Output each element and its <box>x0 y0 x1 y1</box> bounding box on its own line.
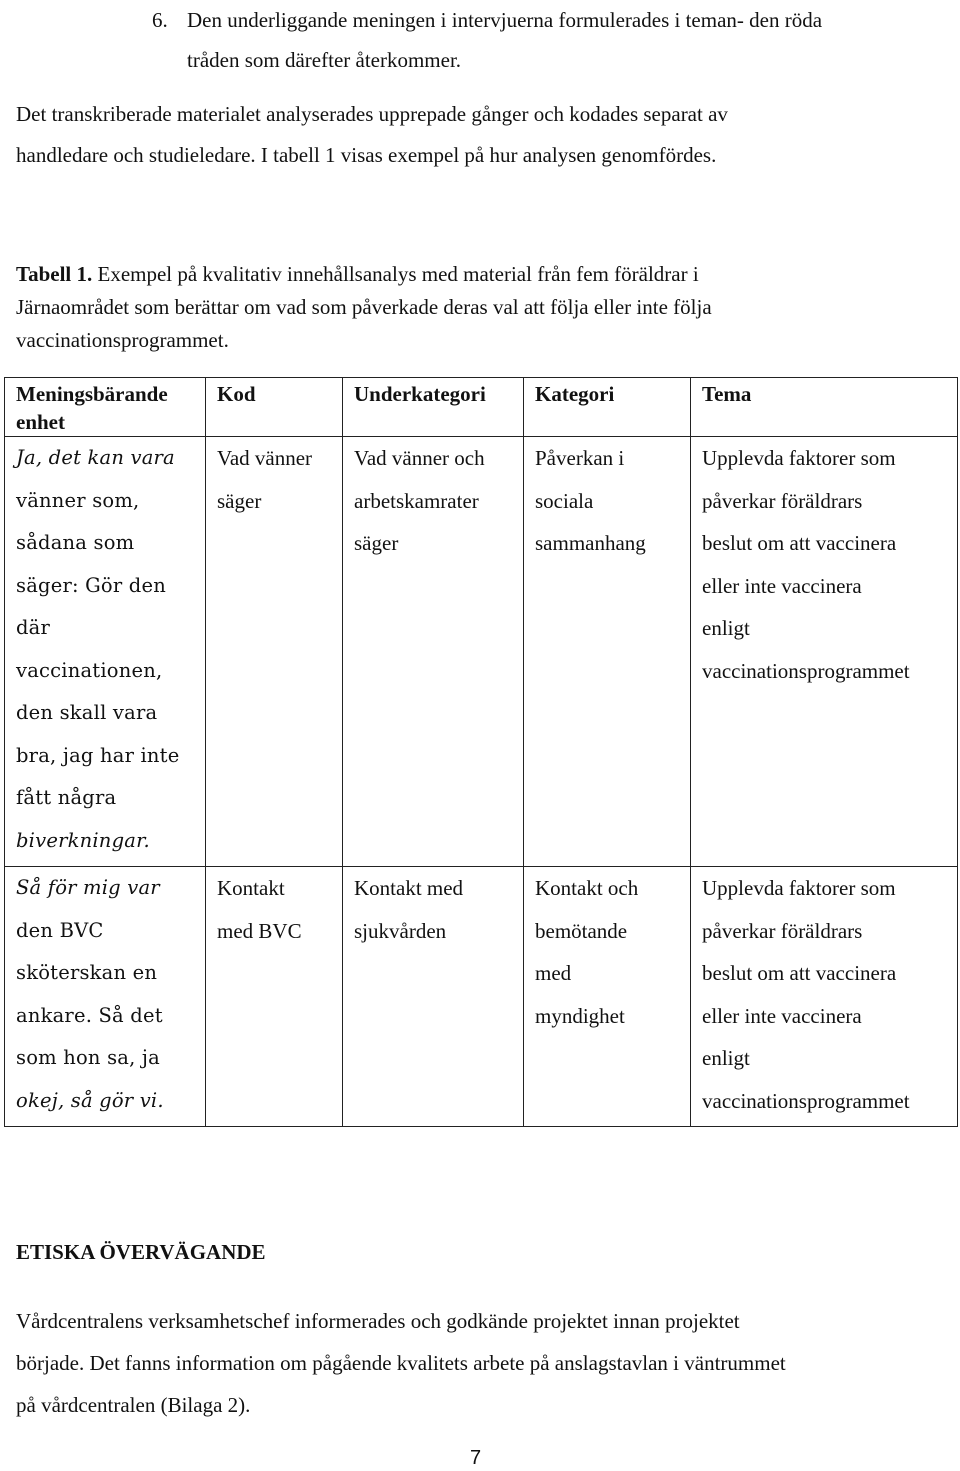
quote-line: biverkningar. <box>16 828 150 852</box>
subcategory-line: arbetskamrater <box>354 488 479 513</box>
code-line: säger <box>217 488 262 513</box>
list-item-text <box>187 0 947 80</box>
theme-cell <box>691 437 958 867</box>
category-line: bemötande <box>535 918 628 943</box>
quote-line: som hon sa, ja <box>16 1046 160 1069</box>
quote-line: den skall vara <box>16 701 158 724</box>
caption-line: vaccinationsprogrammet. <box>16 328 229 352</box>
quote-line: Så för mig var <box>16 876 160 899</box>
theme-cell <box>691 867 958 1127</box>
header-theme: Tema <box>691 378 958 437</box>
header-subcategory: Underkategori <box>343 378 524 437</box>
quote-line: bra, jag har inte <box>16 743 180 767</box>
code-cell <box>206 437 343 867</box>
subcategory-line: Vad vänner och <box>354 446 485 470</box>
text-line: handledare och studieledare. I tabell 1 visas exempel på hur analysen genomfördes. <box>16 143 717 167</box>
table-caption <box>16 258 946 357</box>
analysis-table <box>4 377 958 1127</box>
section-heading: ETISKA ÖVERVÄGANDE <box>16 1240 266 1264</box>
category-line: sammanhang <box>535 531 646 555</box>
table-row <box>5 437 958 867</box>
theme-line: vaccinationsprogrammet <box>702 1088 910 1113</box>
theme-line: påverkar föräldrars <box>702 918 863 943</box>
text-line: Det transkriberade materialet analyserades upprepade gånger och kodades separat av <box>16 102 728 126</box>
quote-line: Ja, det kan vara <box>16 446 175 469</box>
header-category: Kategori <box>524 378 691 437</box>
quote-line: säger: Gör den <box>16 573 166 597</box>
table-row <box>5 867 958 1127</box>
quote-line: sköterskan en <box>16 961 158 984</box>
meaning-unit-cell <box>5 867 206 1127</box>
category-cell <box>524 437 691 867</box>
subcategory-line: Kontakt med <box>354 876 464 900</box>
theme-line: eller inte vaccinera <box>702 573 862 598</box>
intro-paragraph <box>16 94 946 176</box>
theme-line: påverkar föräldrars <box>702 488 863 513</box>
theme-line: vaccinationsprogrammet <box>702 658 910 683</box>
theme-line: enligt <box>702 616 750 640</box>
page-number: 7 <box>470 1447 482 1469</box>
category-line: myndighet <box>535 1003 625 1028</box>
theme-line: enligt <box>702 1046 750 1070</box>
header-code: Kod <box>206 378 343 437</box>
quote-line: fått några <box>16 786 117 809</box>
quote-line: vänner som, <box>16 488 140 512</box>
category-line: Kontakt och <box>535 876 639 900</box>
code-line: Vad vänner <box>217 446 313 470</box>
text-line: på vårdcentralen (Bilaga 2). <box>16 1393 251 1417</box>
text-line: Vårdcentralens verksamhetschef informerades och godkände projektet innan projektet <box>16 1309 740 1333</box>
code-cell <box>206 867 343 1127</box>
theme-line: Upplevda faktorer som <box>702 446 896 470</box>
code-line: med BVC <box>217 918 302 943</box>
list-number: 6. <box>152 8 168 32</box>
theme-line: beslut om att vaccinera <box>702 961 897 985</box>
theme-line: beslut om att vaccinera <box>702 531 897 555</box>
quote-line: okej, så gör vi. <box>16 1088 164 1112</box>
caption-text: Exempel på kvalitativ innehållsanalys med material från fem föräldrar i <box>92 262 699 286</box>
subcategory-cell <box>343 437 524 867</box>
text-line: Den underliggande meningen i intervjuerna formulerades i teman- den röda <box>187 8 823 32</box>
caption-line <box>16 258 946 291</box>
caption-line: Järnaområdet som berättar om vad som påverkade deras val att följa eller inte följa <box>16 295 712 319</box>
category-line: sociala <box>535 488 594 513</box>
quote-line: ankare. Så det <box>16 1003 163 1027</box>
text-line: började. Det fanns information om pågående kvalitets arbete på anslagstavlan i väntrummet <box>16 1351 786 1375</box>
theme-line: Upplevda faktorer som <box>702 876 896 900</box>
subcategory-cell <box>343 867 524 1127</box>
category-cell <box>524 867 691 1127</box>
quote-line: den BVC <box>16 918 104 942</box>
table-header-row <box>5 378 958 437</box>
ethics-paragraph <box>16 1300 946 1426</box>
text-line: tråden som därefter återkommer. <box>187 48 462 72</box>
theme-line: eller inte vaccinera <box>702 1003 862 1028</box>
subcategory-line: sjukvården <box>354 918 447 943</box>
quote-line: sådana som <box>16 531 135 554</box>
category-line: med <box>535 961 572 985</box>
quote-line: där <box>16 616 51 639</box>
category-line: Påverkan i <box>535 446 625 470</box>
quote-line: vaccinationen, <box>16 658 163 682</box>
meaning-unit-cell <box>5 437 206 867</box>
subcategory-line: säger <box>354 531 399 555</box>
caption-label: Tabell 1. <box>16 262 93 286</box>
header-meaning-unit: Meningsbärande enhet <box>5 378 206 437</box>
code-line: Kontakt <box>217 876 285 900</box>
